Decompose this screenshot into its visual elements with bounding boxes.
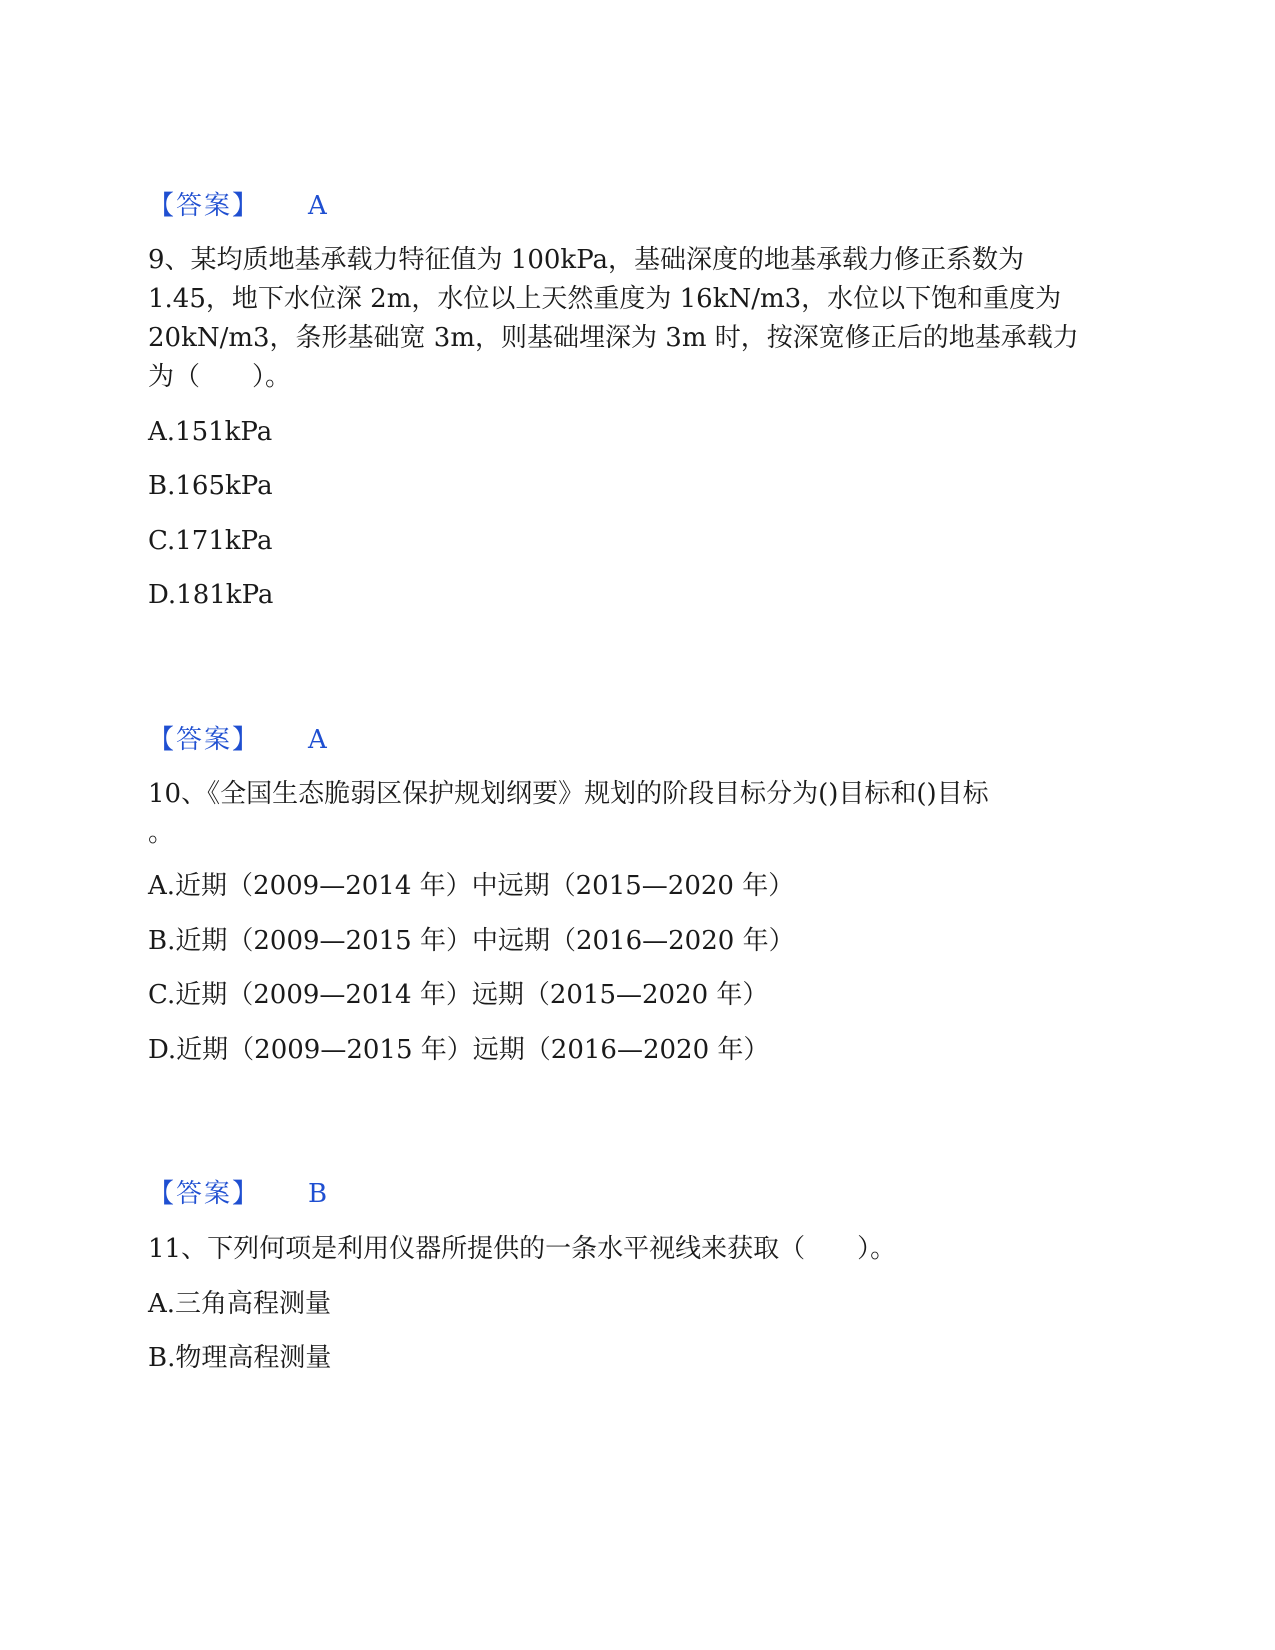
option-item: B.165kPa <box>148 471 273 501</box>
option-item: C.171kPa <box>148 526 273 556</box>
answer-line <box>148 193 327 219</box>
option-item: A.近期（2009—2014 年）中远期（2015—2020 年） <box>148 871 795 901</box>
question-text-line: 9、某均质地基承载力特征值为 100kPa，基础深度的地基承载力修正系数为 <box>148 245 1025 275</box>
question-text-line: 11、下列何项是利用仪器所提供的一条水平视线来获取（ ）。 <box>148 1234 897 1264</box>
answer-tag: 【答案】 <box>148 725 261 755</box>
answer-line <box>148 1181 327 1207</box>
question-text-line: 10、《全国生态脆弱区保护规划纲要》规划的阶段目标分为()目标和()目标 <box>148 779 989 809</box>
answer-value: B <box>308 1179 328 1209</box>
option-item: B.近期（2009—2015 年）中远期（2016—2020 年） <box>148 926 795 956</box>
option-item: A.三角高程测量 <box>148 1289 332 1319</box>
question-text-line: 1.45，地下水位深 2m，水位以上天然重度为 16kN/m3，水位以下饱和重度为 <box>148 284 1062 314</box>
option-item: C.近期（2009—2014 年）远期（2015—2020 年） <box>148 980 769 1010</box>
option-item: D.近期（2009—2015 年）远期（2016—2020 年） <box>148 1035 770 1065</box>
option-item: B.物理高程测量 <box>148 1343 332 1373</box>
question-text-line: 。 <box>148 818 175 848</box>
option-item: D.181kPa <box>148 580 274 610</box>
question-text-line: 20kN/m3，条形基础宽 3m，则基础埋深为 3m 时，按深宽修正后的地基承载力 <box>148 323 1079 353</box>
question-text-line: 为（ ）。 <box>148 362 292 392</box>
answer-tag: 【答案】 <box>148 191 261 221</box>
answer-value: A <box>308 725 327 755</box>
option-item: A.151kPa <box>148 417 273 447</box>
answer-line <box>148 727 327 753</box>
answer-value: A <box>308 191 327 221</box>
answer-tag: 【答案】 <box>148 1179 261 1209</box>
